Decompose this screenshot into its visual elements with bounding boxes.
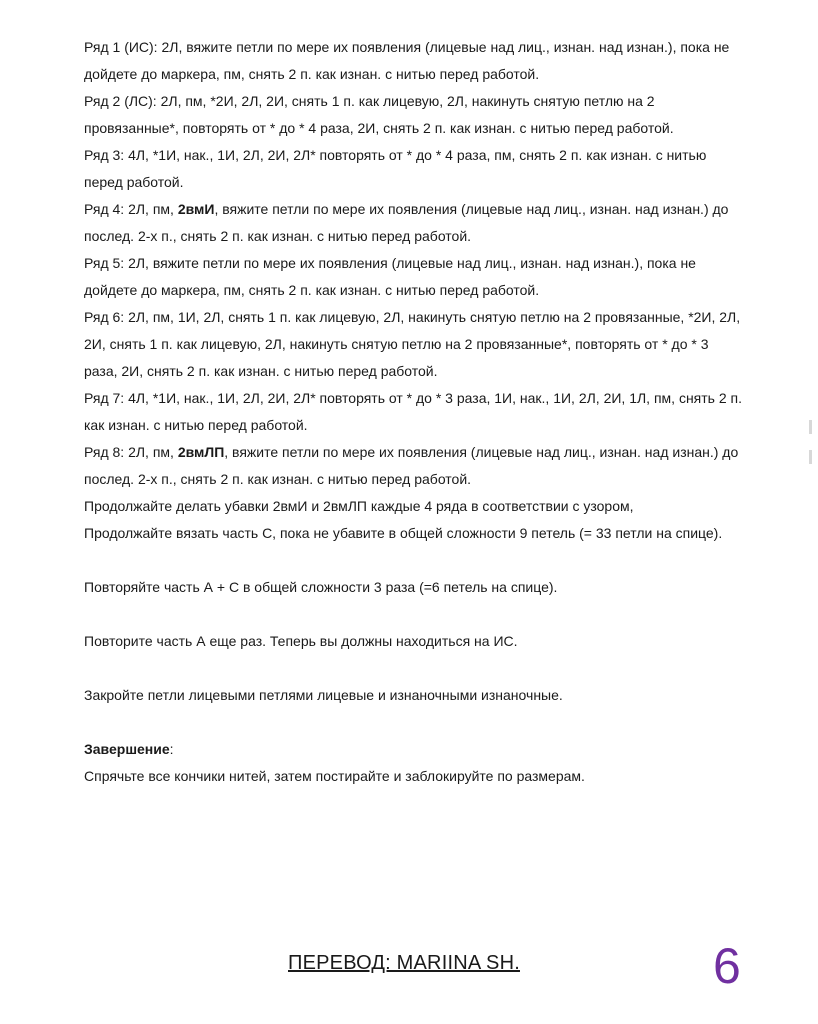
repeat-part-a: Повторите часть А еще раз. Теперь вы должны находиться на ИС. — [84, 633, 518, 649]
row-8-end: , вяжите петли по мере их появления (лицевые над лиц., изнан. над изнан.) до послед. 2-х п., снять 2 п. как изнан. с нитью перед работой. — [84, 444, 739, 487]
spacer — [84, 655, 744, 682]
finishing-text: Спрячьте все кончики нитей, затем постирайте и заблокируйте по размерам. — [84, 768, 585, 784]
row-1: Ряд 1 (ИС): 2Л, вяжите петли по мере их появления (лицевые над лиц., изнан. над изнан.), пока не дойдете до маркера, пм, снять 2 п. как изнан. с нитью перед работой. — [84, 39, 730, 82]
row-4-start: Ряд 4: 2Л, пм, — [84, 201, 178, 217]
row-4-end: , вяжите петли по мере их появления (лицевые над лиц., изнан. над изнан.) до послед. 2-х п., снять 2 п. как изнан. с нитью перед работой. — [84, 201, 729, 244]
row-3: Ряд 3: 4Л, *1И, нак., 1И, 2Л, 2И, 2Л* повторять от * до * 4 раза, пм, снять 2 п. как изнан. с нитью перед работой. — [84, 147, 707, 190]
spacer — [84, 547, 744, 574]
row-5: Ряд 5: 2Л, вяжите петли по мере их появления (лицевые над лиц., изнан. над изнан.), пока не дойдете до маркера, пм, снять 2 п. как изнан. с нитью перед работой. — [84, 255, 696, 298]
finishing-heading-text: Завершение — [84, 741, 170, 757]
row-7: Ряд 7: 4Л, *1И, нак., 1И, 2Л, 2И, 2Л* повторять от * до * 3 раза, 1И, нак., 1И, 2Л, 2И, 1Л, пм, снять 2 п. как изнан. с нитью перед работой. — [84, 390, 742, 433]
spacer — [84, 709, 744, 736]
continue-part-c: Продолжайте вязать часть С, пока не убавите в общей сложности 9 петель (= 33 петли на спице). — [84, 525, 723, 541]
row-8-bold-term: 2вмЛП — [177, 444, 225, 460]
edge-mark — [809, 450, 812, 464]
row-2: Ряд 2 (ЛС): 2Л, пм, *2И, 2Л, 2И, снять 1 п. как лицевую, 2Л, накинуть снятую петлю на 2 провязанные*, повторять от * до * 4 раза, 2И, снять 2 п. как изнан. с нитью перед работой. — [84, 93, 674, 136]
spacer — [84, 601, 744, 628]
row-4 — [84, 196, 744, 250]
row-6: Ряд 6: 2Л, пм, 1И, 2Л, снять 1 п. как лицевую, 2Л, накинуть снятую петлю на 2 провязанные, *2И, 2Л, 2И, снять 1 п. как лицевую, 2Л, накинуть снятую петлю на 2 провязанные*, повторять от * до * 3 раза, 2И, снять 2 п. как изнан. с нитью перед работой. — [84, 309, 741, 379]
continue-decreases: Продолжайте делать убавки 2вмИ и 2вмЛП каждые 4 ряда в соответствии с узором, — [84, 498, 634, 514]
row-4-bold-term: 2вмИ — [177, 201, 215, 217]
bind-off: Закройте петли лицевыми петлями лицевые и изнаночными изнаночные. — [84, 687, 563, 703]
finishing-heading — [84, 736, 744, 763]
repeat-parts: Повторяйте часть А + С в общей сложности 3 раза (=6 петель на спице). — [84, 579, 558, 595]
translation-credit: ПЕРЕВОД: MARIINA SH. — [288, 952, 520, 974]
edge-mark — [809, 420, 812, 434]
row-8 — [84, 439, 744, 493]
page-number: 6 — [713, 938, 741, 994]
finishing-heading-colon: : — [169, 741, 174, 757]
row-8-start: Ряд 8: 2Л, пм, — [84, 444, 178, 460]
pattern-instructions — [84, 34, 744, 790]
